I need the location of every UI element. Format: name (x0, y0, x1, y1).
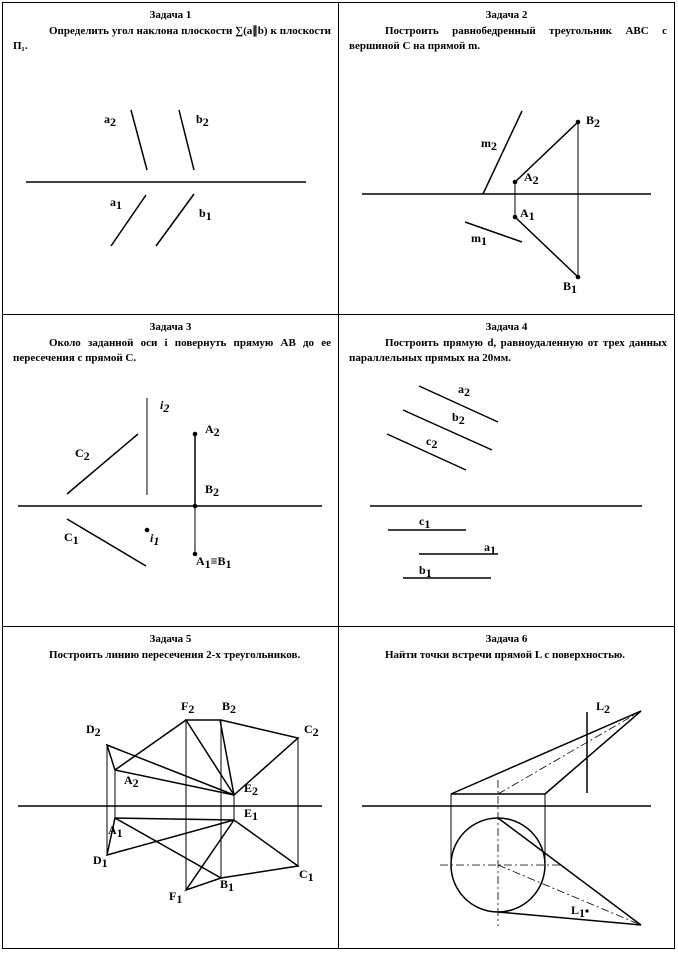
task-3-title: Задача 3 (149, 321, 192, 333)
label-A1: A1 (108, 823, 123, 840)
point-B2 (576, 120, 581, 125)
point-i1 (145, 528, 150, 533)
label-C2: C2 (304, 722, 319, 739)
label-C2: C2 (75, 446, 90, 463)
label-a2: a2 (458, 382, 470, 399)
label-B1: B1 (220, 877, 235, 894)
cone-axis-top (498, 865, 641, 925)
cone-outline-lower (498, 912, 641, 925)
label-A1: A1 (520, 206, 535, 223)
point-A2 (193, 432, 198, 437)
point-L1 (585, 909, 588, 912)
label-b1: b1 (419, 563, 432, 580)
label-E1: E1 (244, 806, 259, 823)
line-C1 (67, 519, 146, 566)
label-a2: a2 (104, 112, 116, 129)
task-4-text: Построить прямую d, равноудаленную от трех данных параллельных прямых на 20мм. (349, 337, 667, 364)
label-F1: F1 (169, 889, 183, 906)
label-b2: b2 (452, 410, 465, 427)
task-3-drawing (18, 398, 322, 571)
triangle-ADE-front (107, 745, 234, 795)
label-A2: A2 (205, 422, 220, 439)
task-6-title: Задача 6 (485, 633, 528, 645)
label-B1: B1 (563, 279, 578, 296)
label-b1: b1 (199, 206, 212, 223)
task-4-drawing (370, 382, 642, 580)
point-A1 (513, 215, 518, 220)
task-3-text: Около заданной оси i повернуть прямую АВ до ее пересечения с прямой С. (13, 337, 331, 364)
line-a2 (131, 110, 147, 170)
label-B2: B2 (222, 699, 237, 716)
task-1-title: Задача 1 (149, 9, 192, 21)
point-B1 (576, 275, 581, 280)
label-E2: E2 (244, 781, 259, 798)
task-2-title: Задача 2 (485, 9, 528, 21)
line-b2 (403, 410, 492, 450)
label-A2: A2 (124, 773, 139, 790)
label-L1: L1 (571, 903, 586, 920)
label-B2: B2 (205, 482, 220, 499)
task-1-text: Определить угол наклона плоскости ∑(a∥b) к плоскости П₁. (13, 25, 331, 52)
triangle-FBC-front (186, 720, 298, 795)
segment-A1B1 (515, 217, 578, 277)
label-A1B1: A1≡B1 (196, 554, 232, 571)
task-6-drawing (362, 699, 651, 926)
line-b2 (179, 110, 194, 170)
label-L2: L2 (596, 699, 611, 716)
task-2-drawing (362, 111, 651, 296)
task-1-drawing (26, 110, 306, 246)
label-C1: C1 (299, 867, 314, 884)
task-5-drawing (18, 699, 322, 906)
task-5-title: Задача 5 (149, 633, 192, 645)
cone-generator-lower (545, 711, 641, 794)
task-4-title: Задача 4 (485, 321, 528, 333)
line-C2 (67, 434, 138, 494)
label-C1: C1 (64, 530, 79, 547)
task-5-text: Построить линию пересечения 2-х треугольников. (49, 649, 301, 661)
cone-generator-upper (451, 711, 641, 794)
cone-axis-front (498, 711, 641, 794)
label-F2: F2 (181, 699, 195, 716)
label-i2: i2 (160, 398, 170, 415)
label-D2: D2 (86, 722, 101, 739)
label-A2: A2 (524, 170, 539, 187)
label-m2: m2 (481, 136, 497, 153)
label-a1: a1 (484, 540, 496, 557)
label-c2: c2 (426, 434, 438, 451)
cone-outline-upper (498, 818, 641, 925)
triangle-FBC-top (186, 820, 298, 890)
label-b2: b2 (196, 112, 209, 129)
label-D1: D1 (93, 853, 108, 870)
task-2-text: Построить равнобедренный треугольник АВС с вершиной С на прямой m. (349, 25, 667, 52)
point-A2 (513, 180, 518, 185)
label-m1: m1 (471, 231, 487, 248)
label-c1: c1 (419, 514, 431, 531)
task-6-text: Найти точки встречи прямой L с поверхностью. (385, 649, 626, 661)
point-B2 (193, 504, 198, 509)
label-a1: a1 (110, 195, 122, 212)
line-b1 (156, 194, 194, 246)
label-i1: i1 (150, 531, 160, 548)
label-B2: B2 (586, 113, 601, 130)
